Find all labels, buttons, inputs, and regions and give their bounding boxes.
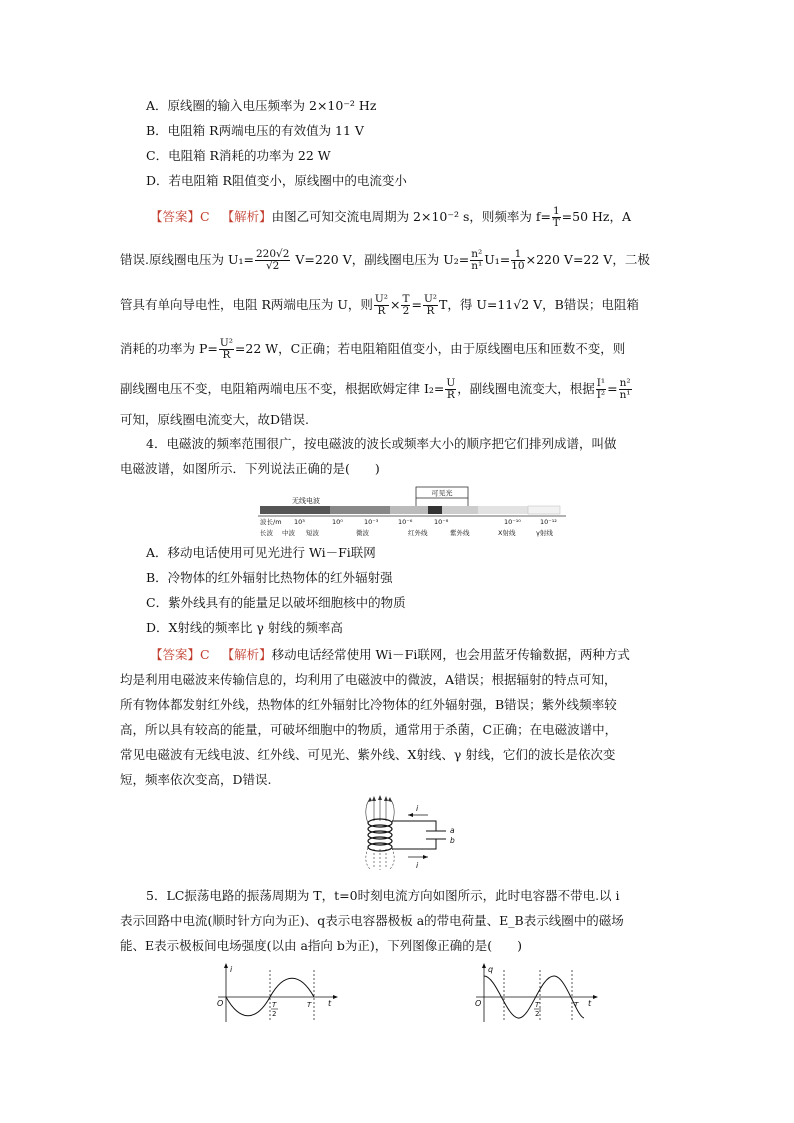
- q3-analysis-line-2: 错误.原线圈电压为 U₁= $\frac{220√2}{√2}$ V=220 V，副线圈电压为 U₂= $\frac{\text{n²}}{\text{n¹}}$ U₁= $\frac{1}{10}$ ×220 V=22 V，二极: [120, 248, 650, 272]
- band-label: 紫外线: [450, 529, 470, 537]
- graph-q-vs-t: [470, 962, 604, 1024]
- spectrum-bar-radio: [260, 506, 330, 514]
- q3-text: 由图乙可知交流电周期为 2×10⁻² s，则频率为 f=: [271, 209, 551, 224]
- q4-option-b: B．冷物体的红外辐射比热物体的红外辐射强: [146, 570, 393, 585]
- band-label: 短波: [306, 529, 319, 537]
- fraction: $\frac{220√2}{√2}$: [255, 248, 290, 272]
- period-label: T: [574, 1001, 579, 1009]
- tick-label: 10⁻³: [364, 518, 379, 526]
- plate-a-label: a: [450, 826, 455, 835]
- q4-analysis-line-2: 均是利用电磁波来传输信息的，均利用了电磁波中的微波，A错误；根据辐射的特点可知，: [120, 672, 617, 687]
- band-label: 中波: [282, 529, 295, 537]
- tick-label: 10⁻¹²: [540, 518, 557, 526]
- spectrum-bar-uv: [442, 506, 478, 514]
- lc-circuit-diagram: [356, 793, 476, 873]
- tick-label: 10⁰: [332, 518, 343, 526]
- tick-label: 10⁻⁶: [398, 518, 413, 526]
- q3-answer-tag: 【答案】C: [150, 209, 210, 224]
- q3-analysis-tag: 【解析】: [221, 209, 272, 224]
- q4-stem-line-2: 电磁波谱，如图所示．下列说法正确的是( ): [120, 461, 380, 476]
- band-label: 长波: [260, 529, 273, 537]
- half-period-label: T: [272, 1001, 277, 1009]
- tick-label: 10³: [294, 518, 305, 526]
- fraction: $\frac{\text{U²}}{R}$: [423, 293, 438, 317]
- x-axis-label: t: [328, 999, 332, 1008]
- q3-analysis-line-3: 管具有单向导电性，电阻 R两端电压为 U，则 $\frac{\text{U²}}{R}$ × $\frac{T}{2}$ = $\frac{\text{U²}}{R}$ T，得 U=11√2 V，B错误；电阻箱: [120, 293, 639, 317]
- q4-analysis-line-1: 【答案】C 【解析】移动电话经常使用 Wi－Fi联网，也会用蓝牙传输数据，两种方式: [150, 647, 630, 662]
- q4-answer-tag: 【答案】C: [150, 647, 210, 662]
- origin-label: O: [217, 999, 224, 1008]
- q4-analysis-line-6: 短，频率依次变高，D错误.: [120, 772, 272, 787]
- q4-option-a: A．移动电话使用可见光进行 Wi－Fi联网: [146, 545, 376, 560]
- q4-stem-line-1: 4．电磁波的频率范围很广，按电磁波的波长或频率大小的顺序把它们排列成谱，叫做: [146, 436, 617, 451]
- x-axis-label: t: [588, 999, 592, 1008]
- spectrum-bar-visible: [428, 506, 442, 514]
- q3-option-a: A．原线圈的输入电压频率为 2×10⁻² Hz: [146, 98, 377, 113]
- origin-label: O: [475, 999, 482, 1008]
- band-label: X射线: [498, 529, 516, 537]
- half-period-den: 2: [272, 1010, 277, 1018]
- inductor-coil: [368, 819, 392, 851]
- q3-text: =50 Hz，A: [561, 209, 632, 224]
- y-axis-label: q: [488, 965, 494, 974]
- visible-light-label: 可见光: [431, 489, 453, 498]
- q5-stem-line-1: 5．LC振荡电路的振荡周期为 T，t=0时刻电流方向如图所示，此时电容器不带电.以 i: [146, 888, 620, 903]
- graph-i-vs-t: [212, 962, 342, 1024]
- fraction: $\frac{\text{U²}}{R}$: [374, 293, 388, 317]
- q3-analysis-line-5: 副线圈电压不变，电阻箱两端电压不变，根据欧姆定律 I₂= $\frac{U}{R}$ ，副线圈电流变大，根据 $\frac{\text{I¹}}{\text{I²}}$ = $\frac{\text{n²}}{\text{n¹}}$: [120, 377, 631, 401]
- q3-option-b: B．电阻箱 R两端电压的有效值为 11 V: [146, 123, 364, 138]
- fraction: $\frac{\text{n²}}{\text{n¹}}$: [471, 248, 483, 272]
- spectrum-bar-gamma: [528, 506, 560, 514]
- q5-stem-line-3: 能、E表示极板间电场强度(以由 a指向 b为正)，下列图像正确的是( ): [120, 938, 523, 953]
- y-axis-label: i: [230, 965, 233, 974]
- tick-label: 10⁻⁸: [434, 518, 449, 526]
- band-label: 红外线: [408, 529, 428, 537]
- q4-analysis-line-5: 常见电磁波有无线电波、红外线、可见光、紫外线、X射线、γ 射线，它们的波长是依次变: [120, 747, 616, 762]
- fraction: $\frac{1}{10}$: [511, 248, 525, 272]
- q3-option-d: D．若电阻箱 R阻值变小，原线圈中的电流变小: [146, 173, 407, 188]
- current-label-top: i: [416, 804, 419, 813]
- q4-analysis-line-3: 所有物体都发射红外线，热物体的红外辐射比冷物体的红外辐射强，B错误；紫外线频率较: [120, 697, 617, 712]
- q3-analysis-line-1: [150, 206, 631, 229]
- em-spectrum-diagram: [256, 483, 568, 539]
- fraction: $\frac{1}{T}$: [552, 205, 560, 229]
- q3-analysis-line-6: 可知，原线圈电流变大，故D错误.: [120, 412, 309, 427]
- spectrum-bar-infrared: [390, 506, 428, 514]
- q5-stem-line-2: 表示回路中电流(顺时针方向为正)、q表示电容器极板 a的带电荷量、E_B表示线圈中的磁场: [120, 913, 624, 928]
- band-label: γ射线: [536, 529, 553, 537]
- half-period-den: 2: [535, 1010, 540, 1018]
- plate-b-label: b: [450, 836, 455, 845]
- fraction: $\frac{\text{U²}}{R}$: [219, 337, 233, 361]
- q4-option-d: D．X射线的频率比 γ 射线的频率高: [146, 620, 343, 635]
- fraction: $\frac{\text{I¹}}{\text{I²}}$: [596, 377, 606, 401]
- current-label-bottom: i: [416, 861, 419, 870]
- band-label: 微波: [356, 529, 369, 537]
- q3-option-c: C．电阻箱 R消耗的功率为 22 W: [146, 148, 331, 163]
- q4-analysis-tag: 【解析】: [221, 647, 272, 662]
- fraction: $\frac{T}{2}$: [402, 293, 410, 317]
- wavelength-label: 波长/m: [260, 518, 282, 526]
- q4-analysis-line-4: 高，所以具有较高的能量，可破坏细胞中的物质，通常用于杀菌，C正确；在电磁波谱中，: [120, 722, 618, 737]
- tick-label: 10⁻¹⁰: [504, 518, 521, 526]
- fraction: $\frac{U}{R}$: [446, 377, 456, 401]
- fraction: $\frac{\text{n²}}{\text{n¹}}$: [619, 377, 631, 401]
- radio-wave-label: 无线电波: [292, 497, 320, 505]
- spectrum-bar-xray: [478, 506, 528, 514]
- spectrum-bar-microwave: [330, 506, 390, 514]
- period-label: T: [307, 1001, 312, 1009]
- half-period-label: T: [535, 1001, 540, 1009]
- q3-analysis-line-4: 消耗的功率为 P= $\frac{\text{U²}}{R}$ =22 W，C正确；若电阻箱阻值变小，由于原线圈电压和匝数不变，则: [120, 337, 626, 361]
- q4-option-c: C．紫外线具有的能量足以破坏细胞核中的物质: [146, 595, 406, 610]
